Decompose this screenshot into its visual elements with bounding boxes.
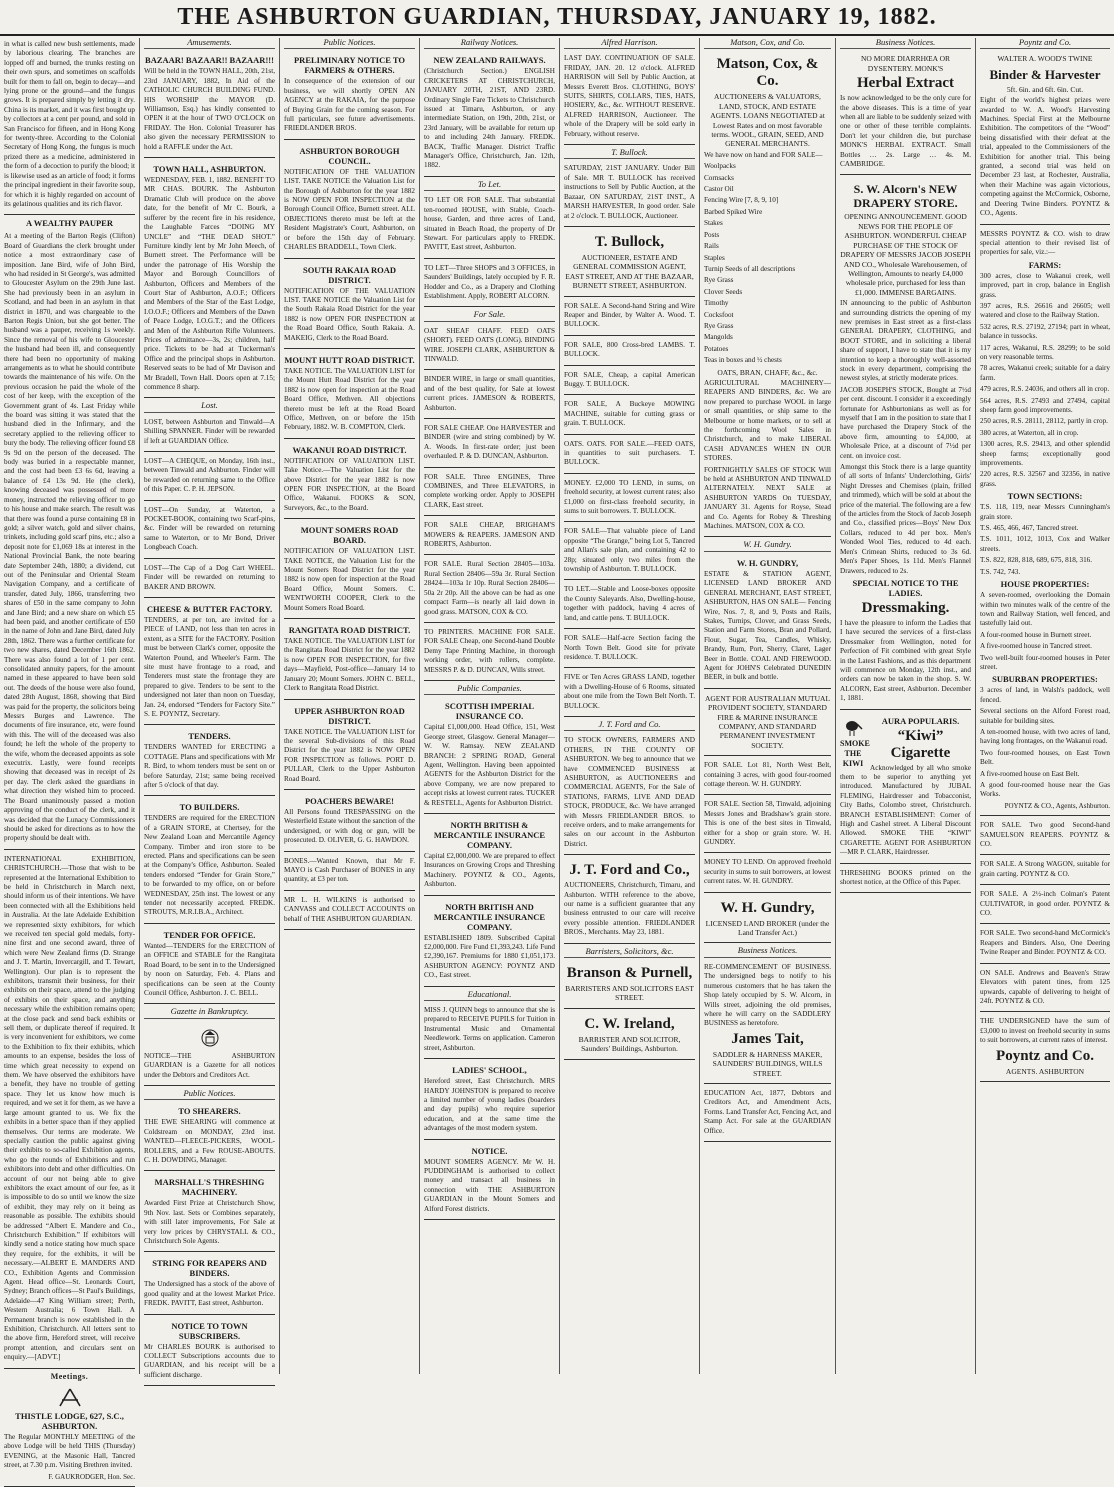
ad-thistle-lodge xyxy=(4,1383,135,1487)
ad-wagon: FOR SALE. A Strong WAGON, suitable for grain carting. POYNTZ & CO. xyxy=(980,858,1110,885)
kiwi-vertical-text xyxy=(840,715,870,769)
ad-gundry: W. H. GUNDRY, ESTATE & STATION AGENT, LICENSED LAND BROKER AND GENERAL MERCHANT, EAST STREET, ASHBURTON, HAS ON SALE— Fencing Wire, Nos. 7, 8, and 9, Posts and Rails, Stakes, Turnips, Clover, and Grass Seeds, Station and Farm Stores, Bran and Pollard, Flour, Sugar, Tea, Candles, Whisky, Brandy, Rum, Port, Sherry, Claret, Lager Beer in Bottle. COAL AND FIREWOOD. Agent for JOHN'S Celebrated DUNEDIN BEER, in bulk and bottle. xyxy=(704,555,831,689)
section-heading: To Let. xyxy=(424,180,555,191)
ad-subscribers: NOTICE TO TOWN SUBSCRIBERS. Mr CHARLES BOURK is authorised to COLLECT Subscriptions accounts due to GUARDIAN, and his receipt will be a sufficient discharge. xyxy=(144,1318,275,1387)
ad-amp-society: AGENT FOR AUSTRALIAN MUTUAL PROVIDENT SOCIETY, STANDARD FIRE & MARINE INSURANCE COMPANY, AND STANDARD PERMANENT INVESTMENT SOCIETY. xyxy=(704,692,831,756)
house-list xyxy=(980,591,1110,672)
ad-grass-land: FIVE or Ten Acres GRASS LAND, together with a Dwelling-House of 6 Rooms, situated about one mile from the Town Belt North. T. BULLOCK. xyxy=(564,671,695,717)
article-title: A WEALTHY PAUPER xyxy=(26,218,113,229)
ad-matson-cox: Matson, Cox, & Co. AUCTIONEERS & VALUATORS, LAND, STOCK, AND ESTATE AGENTS. LOANS NEGOTIATED at Lowest Rates and on most favorable terms. WOOL, GRAIN, SEED, AND GENERAL MERCHANTS. We have now on hand and FOR SALE— Woolpacks Cornsacks Castor Oil Fencing Wire [7, 8, 9, 10] Barbed Spiked Wire Stakes Posts Rails Staples Turnip Seeds of all descriptions Rye Grass Clover Seeds Timothy Cocksfoot Rye Grass Mangolds Potatoes Teas in boxes and ½ chests OATS, BRAN, CHAFF, &c., &c. AGRICULTURAL MACHINERY—REAPERS AND BINDERS, &c. We are now prepared to purchase WOOL in large or small quantities, or ship same to the Melbourne or home markets, or to sell at the forthcoming Wool Sales in Christchurch, and to make LIBERAL CASH ADVANCES WHEN IN OUR STORES. FORTNIGHTLY SALES OF STOCK Will be held at ASHBURTON AND TINWALD ALTERNATELY. NEXT SALE at ASHBURTON YARDS On TUESDAY, JANUARY 31. Agents for Royse, Stead and Co. Agents for Robey & Threshing Machines. MATSON, COX & CO. xyxy=(704,52,831,537)
section-heading: T. Bullock. xyxy=(564,148,695,159)
masonic-square-compass-icon xyxy=(4,1388,135,1408)
ad-threshing-books: THRESHING BOOKS printed on the shortest notice, at the Office of this Paper. xyxy=(840,867,971,894)
ad-cheese-factory: CHEESE & BUTTER FACTORY. TENDERS, at per ton, are invited for a PIECE of LAND, not less than ten acres in extent, as a SITE for the FACTORY. Position must be between Clark's corner, opposite the Waterton Pound, and Wheeler's Farm. The site must have frontage to a road, and Tenderers must state the frontage they are prepared to give. Tenders to be sent to the undersigned not later than noon on Tuesday, Jan. 24, endorsed “Tenders for Factory Site.” S. E. POYNTZ, Secretary. xyxy=(144,601,275,725)
columns xyxy=(0,37,1114,1481)
ad-preliminary-notice: PRELIMINARY NOTICE TO FARMERS & OTHERS. In consequence of the extension of our business, we will shortly OPEN AN AGENCY at the RAKAIA, for the purpose of Buying Grain for the coming season. For full particulars, see future advertisements. FRIEDLANDER BROS. xyxy=(284,52,415,139)
column-heading: Business Notices. xyxy=(840,38,971,49)
ad-invest: THE UNDERSIGNED have the sum of £3,000 to invest on freehold security in sums to suit borrowers, at current rates of interest. Poyntz and Co. AGENTS. ASHBURTON xyxy=(980,1015,1110,1082)
list-item: Castor Oil xyxy=(704,185,734,194)
list-item: Rye Grass xyxy=(704,321,734,330)
ad-branson-purnell: Branson & Purnell, BARRISTERS AND SOLICITORS EAST STREET. xyxy=(564,961,695,1009)
ad-to-let-shops: TO LET—Three SHOPS and 3 OFFICES, in Saunders' Buildings, lately occupied by F. R. Hodder and Co., as a Drapery and Clothing Establishment. Apply, ROBERT ALCORN. xyxy=(424,262,555,308)
column-8 xyxy=(976,38,1114,1374)
article-wealthy-pauper: At a meeting of the Barton Regis (Clifton) Board of Guardians the clerk brought under notice a most extraordinary case of imposition. Jane Bird, wife of John Bird, who had resided in St George's, was admitted to Gloucester Asylum on the 29th June last. She had previously been in an asylum in Scotland, and had been in an asylum in that district in 1870, and was chargeable to the Barton Regis Union, but she got better. The husband was a pauper, receiving 1s weekly. Since the removal of his wife to Gloucester the husband had been ill, and consequently there had been no opportunity of making arrangements as to what he should contribute towards the maintenance of his wife. On the previous occasion he paid the whole of the cost of her keep, with the exception of the Government grant of 4s. Last Friday while the board was sitting it was stated that the husband died in the Infirmary, and the secretary applied to the relieving officer to bury the body. The relieving officer found £8 9s 9d on the person of the deceased. The body was buried in a respectable manner, and the cost had been £3 6s 6d, leaving a balance of £4 13s 9d. He (the clerk), knowing deceased was possessed of more money, instructed the relieving officer to go to his house and make search. The result was that there was found a purse containing £8 in gold; a silver watch, gold and silver chains, trinkets, including gold scarf pins, etc.; also a deposit note for £1,069 18s at interest in the National Provincial Bank, the note bearing date September 24th, 1880; a dividend, cut out of the Peninsular and Oriental Steam Navigation Company, and a certificate of transfer, dated July, 1866, transferring two shares of £50 in the same company to John and Jane Bird; and a new share on which £5 had been paid, and another certificate of £50 in the name of John and Jane Bird, dated July 28th, 1862. There was a further certificate for two new shares, dated December 16th 1862. There was also found a lot of 1 per cent. consolidated annuity papers, for the amount named in these appeared to have been sold out. The deeds of the house were also found, dated 28th August, 1868, showing that Bird was paid for the property, the solicitors being Messrs Burges and Lawrence. The documents of fire insurance, etc, were found with this. The will of the deceased was also found; he left the whole of the property to the wife, whom the deceased appoints as sole executrix. Lastly, were found receipts showing that deceased was in receipt of 2s per day. The clerk asked the guardians in what direction they wished him to proceed. The Board unanimously passed a motion approving of the conduct of the clerk, and it was decided that the Lunacy Commissioners should be asked for directions as to how the property should be dealt with. xyxy=(4,230,135,849)
ad-gundry-broker: W. H. Gundry, LICENSED LAND BROKER (under the Land Transfer Act.) xyxy=(704,896,831,944)
ad-tenders: TENDERS. TENDERS WANTED for ERECTING a COTTAGE. Plans and specifications with Mr R. Bird, to whom tenders must be sent on or before Saturday, 21st; same being received after 5 o'clock of that day. xyxy=(144,728,275,796)
column-5 xyxy=(560,38,700,1374)
list-item: Potatoes xyxy=(704,344,729,353)
list-item: A four-roomed house in Burnett street. xyxy=(980,630,1092,639)
stock-list xyxy=(704,162,831,365)
list-item: 300 acres, close to Wakanui creek, well improved, part in crop, balance in English grass. xyxy=(980,271,1110,299)
ad-wood-binder: WALTER A. WOOD'S TWINE Binder & Harvester 5ft. 6in. and 6ft. 6in. Cut. Eight of the world's highest prizes were awarded to W. A. Wood's Harvesting Machines. Special First at the Melbourne Exhibition. The competitors of the “Wood” being dissatisfied with their defeat at the trial, appealed to the Commissioners of the Exhibition for another trial. This being granted, a second trial was held on December 23 last, at Rochester, Australia, when their Machine was again victorious, competing against the McCormick, Osborne, and Deering Twine Binders. POYNTZ & CO., Agents. xyxy=(980,52,1110,224)
ad-south-rakaia: SOUTH RAKAIA ROAD DISTRICT. NOTIFICATION OF THE VALUATION LIST. TAKE NOTICE the Valuation List for the South Rakaia Road District for the year 1882 is now OPEN FOR INSPECTION at the Road Board Office, South Rakaia. A. MAKEIG, Clerk to the Road Board. xyxy=(284,262,415,349)
ad-printers: TO PRINTERS. MACHINE FOR SALE. FOR SALE Cheap, one Second-hand Double Demy Tape Printing Machine, in thorough working order, with rollers, complete. MESSRS P. & D. DUNCAN, Wills street. xyxy=(424,626,555,681)
list-item: Timothy xyxy=(704,299,729,308)
list-item: 397 acres, R.S. 26616 and 26605; well watered and close to the Railway Station. xyxy=(980,301,1110,320)
list-item: Fencing Wire [7, 8, 9, 10] xyxy=(704,196,779,205)
column-2 xyxy=(140,37,280,1379)
ad-scottish-imperial: SCOTTISH IMPERIAL INSURANCE CO. Capital £1,000,000. Head Office, 151, West George street, Glasgow. General Manager—W. W. Ramsay. NEW ZEALAND BRANCH: 2 SPRING ROAD, General Agent, Wellington. Having been appointed AGENTS for the Ashburton District for the above Company, we are now prepared to accept risks at lowest current rates. TUCKER & RESTELL, Agents for Ashburton District. xyxy=(424,698,555,814)
ad-upper-ashburton: UPPER ASHBURTON ROAD DISTRICT. TAKE NOTICE. The VALUATION LIST for the several Sub-divisions of this Road District for the year 1882 is NOW OPEN FOR INSPECTION as follows. PORT D. PULLAR, Clerk to the Upper Ashburton Road Board. xyxy=(284,703,415,790)
ad-ladies-school: LADIES' SCHOOL, Hereford street, East Christchurch. MRS HARDY JOHNSTON is prepared to receive a limited number of young ladies (boarders and day pupils) who require superior education, and at the same time the advantages of the most modern system. xyxy=(424,1062,555,1139)
list-item: Two four-roomed houses, on East Town Belt. xyxy=(980,748,1110,767)
article-exhibition: INTERNATIONAL EXHIBITION, CHRISTCHURCH.—Those that wish to be represented at the International Exhibition to be held in Christchurch in March next, should inform us of their intentions. We have been connected with all the Exhibitions held in Australia. At the late Adelaide Exhibition we represented sixty exhibitors, for which we received ten special gold medals, forty-nine first and one second award, three of which were New Zealand firms (D. Strange and J. T. Martin, Invercargill, and T. Tewart, Wellington). Our plan is to represent the exhibitors, transmit their business, for their exhibits on their space, attend to the judging of exhibits on their space, and anything necessary while the exhibition remains open; at the close pack and send back exhibits or sell them, or duplicate thereof if required. It is very inconvenient for exhibitors, we come to the Exhibition to fix their exhibits, which amounts to an expense, besides the loss of time which great necessity to expend on them. We have observed the exhibitors have a benefit, they have no trouble of getting space. They let us know how much is required, and we set it for them, as we have a large amount granted to us. We fix the exhibits in a better space than if they applied themselves. Our terms are moderate. We specially caution the public against giving their exhibits to so-called Exhibition agents, who go the rounds of Exhibitions and run exhibitors into debt and other difficulties. On account of our not being able to give exhibitors the exact amount of our fee, as it is impossible to do so until we know the size of exhibit, they may rely on it being as reasonable as possible. The exhibits should be addressed “Albert E. Mandere and Co., Christchurch Exhibition.” If exhibitors will kindly send a notice stating how much space they require, for the exhibits, it will be necessary.—ALBERT E. MANDERS AND CO., Exhibition Agents and Commission Agent. Head office—St. Leonards Court, Sydney; Branch offices—St Paul's Buildings, Adelaide—47 King William street; Perth, Western Australia; 6 Town Hall. A Permanent branch is now established in the Exhibition, Christchurch. All letters sent to the above firm, Hereford street, will receive prompt attention, and circulars sent on enquiry.—[ADVT.] xyxy=(4,853,135,1369)
ad-education-act: EDUCATION Act, 1877, Debtors and Creditors Act, and Amendment Acts, Forms. Land Transfer Act, Fencing Act, and Stamp Act. For sale at the GUARDIAN Office. xyxy=(704,1087,831,1142)
list-item: Clover Seeds xyxy=(704,287,743,296)
ad-reaper-binder: FOR SALE. A Second-hand String and Wire Reaper and Binder, by Walter A. Wood. T. BULLOCK. xyxy=(564,300,695,336)
section-heading: Public Companies. xyxy=(424,684,555,695)
column-heading: Public Notices. xyxy=(284,38,415,49)
section-heading: Barristers, Solicitors, &c. xyxy=(564,947,695,958)
ad-binder-wire: BINDER WIRE, in large or small quantities, and of the best quality, for Sale at lowest current prices. JAMESON & ROBERTS, Ashburton. xyxy=(424,373,555,419)
kiwi-bird-icon xyxy=(844,715,862,737)
list-item: A good four-roomed house near the Gas Works. xyxy=(980,781,1110,799)
list-item: 117 acres, Wakanui, R.S. 28299; to be sold on very reasonable terms. xyxy=(980,343,1110,361)
ad-brigham: FOR SALE CHEAP, BRIGHAM'S MOWERS & REAPERS. JAMESON AND ROBERTS, Ashburton. xyxy=(424,519,555,555)
ad-harrison-sale: LAST DAY. CONTINUATION OF SALE. FRIDAY, JAN. 20. 12 o'clock. ALFRED HARRISON will Sell by Public Auction, at Messrs Everett Bros. CLOTHING, BOYS' SUITS, SHIRTS, COLLARS, TIES, HATS, HOSIERY, &c., &c. WITHOUT RESERVE. ALFRED HARRISON, Auctioneer. The whole of the Drapery will be sold early in February, without reserve. xyxy=(564,52,695,145)
ad-stock-owners: TO STOCK OWNERS, FARMERS AND OTHERS, IN THE COUNTY OF ASHBURTON. We beg to announce that we have COMMENCED BUSINESS at ASHBURTON, as AUCTIONEERS and COMMERCIAL AGENTS, For the Sale of STATIONS, FARMS, LIVE AND DEAD STOCK, PRODUCE, &c. We have arranged with Messrs FRIEDLANDER BROS. to receive orders, and to make arrangements for sales on our account in the Ashburton District. xyxy=(564,734,695,855)
ad-string: STRING FOR REAPERS AND BINDERS. The Undersigned has a stock of the above of good quality and at the lowest Market Price. FREDK. PAVITT, East street, Ashburton. xyxy=(144,1255,275,1314)
ad-mccormick: FOR SALE. Two second-hand McCormick's Reapers and Binders. Also, One Deering Twine Reaper and Binder. POYNTZ & CO. xyxy=(980,927,1110,963)
list-item: 1300 acres, R.S. 29413, and other splendid sheep farms; exceptionally good improvements. xyxy=(980,440,1110,468)
ad-gazette: NOTICE—THE ASHBURTON GUARDIAN is a Gazette for all notices under the Debtors and Creditors Act. xyxy=(144,1022,275,1086)
ad-bones: BONES.—Wanted Known, that Mr F. MAYO is Cash Purchaser of BONES in any quantity, at £3 per ton. xyxy=(284,855,415,891)
ad-shearers: TO SHEARERS. THE EWE SHEARING will commence at Coldstream on MONDAY, 23rd inst. WANTED—FLEECE-PICKERS, WOOL-ROLLERS, and a Few ROUSE-ABOUTS. C. H. DOWDING, Manager. xyxy=(144,1103,275,1171)
ad-rangitata: RANGITATA ROAD DISTRICT. TAKE NOTICE. The VALUATION LIST for the Rangitata Road District for the year 1882 is now OPEN FOR INSPECTION, for five days—Mayfield, Post-office—January 14 to January 20; Mount Somers. JOHN C. BELL, Clerk to Rangitata Road District. xyxy=(284,622,415,699)
newspaper-title: THE ASHBURTON GUARDIAN, THURSDAY, JANUARY 19, 1882. xyxy=(177,3,937,30)
list-item: Turnip Seeds of all descriptions xyxy=(704,264,796,273)
ad-elevators: ON SALE. Andrews and Beaven's Straw Elevators with patent tines, from 125 upwards, capable of delivering to height of 24ft. POYNTZ & CO. xyxy=(980,967,1110,1013)
list-item: 220 acres, R.S. 32567 and 32356, in native grass. xyxy=(980,470,1110,488)
ad-ireland: C. W. Ireland, BARRISTER AND SOLICITOR, Saunders' Buildings, Ashburton. xyxy=(564,1012,695,1060)
ad-mount-somers: MOUNT SOMERS ROAD BOARD. NOTIFICATION OF VALUATION LIST. TAKE NOTICE, the Valuation List for the Mount Somers Road District for the year 1882 is now open for inspection at the Road Board Office, Mount Somers. C. WENTWORTH COOPER, Clerk to the Mount Somers Road Board. xyxy=(284,522,415,619)
list-item: Woolpacks xyxy=(704,162,736,171)
masthead xyxy=(0,0,1114,36)
ad-harvester: FOR SALE CHEAP. One HARVESTER and BINDER (wire and string combined) by W. A. Woods. In first-rate order; just been overhauled. P. & D. DUNCAN, Ashburton. xyxy=(424,422,555,468)
ad-town-hall: TOWN HALL, ASHBURTON. WEDNESDAY, FEB. 1, 1882. BENEFIT TO MR CHAS. BOURK. The Ashburton Dramatic Club will produce on the above date, for the benefit of Mr C. Bourk, a sufferer by the recent fire in his residence, the Laughable Farces “DOING MY UNCLE” and “THE DEAD SHOT.” Furniture kindly lent by Mr John Meech, of Burnett street. The Performance will be under the patronage of His Worship the Mayor and Borough Councillors of Ashburton, Officers and Members of the Court Star of Ashburton, A.O.F.; Officers and Members of the Star of the East Lodge, I.O.O.F.; Officers and Members of the Dawn of Peace Lodge, I.O.G.T.; and the Officers and Men of the Ashburton Rifle Volunteers. Prices of admittance—3s, 2s; children, half price. Tickets to be had at Tuckerman's Office and the principal shops in Ashburton. Reserved seats to be had of Mr Davison and Mr Bradell, Town Hall. Doors open at 7.15; commence 8 sharp. xyxy=(144,161,275,398)
section-heading: Public Notices. xyxy=(144,1089,275,1100)
list-item: 532 acres, R.S. 27192, 27194; part in wheat, balance in tussocks. xyxy=(980,322,1110,341)
ad-north-british-1: NORTH BRITISH & MERCANTILE INSURANCE COMPANY. Capital £2,000,000. We are prepared to effect Insurances on Growing Crops and Threshing Machinery. POYNTZ & CO., Agents, Ashburton. xyxy=(424,817,555,896)
ad-engines: FOR SALE. Three ENGINES, Three COMBINES, and Three ELEVATORS, in complete working order. Apply to JOSEPH CLARK, East street. xyxy=(424,471,555,517)
list-item: 250 acres, R.S. 28111, 28112, partly in crop. xyxy=(980,417,1108,426)
ad-section-58: FOR SALE. Section 58, Tinwald, adjoining Messrs Jones and Bradshaw's grain store. This is one of the best sites in Tinwald, either for a shop or grain store. W. H. GUNDRY. xyxy=(704,798,831,853)
ad-to-let-house: TO LET OR FOR SALE. That substantial ten-roomed HOUSE, with Stable, Coach-house, Garden, and three acres of Land, situated in Beach Road, the property of Dr Stewart. For particulars apply to FREDK. PAVITT, East street, Ashburton. xyxy=(424,194,555,258)
list-item: Two well-built four-roomed houses in Peter street. xyxy=(980,653,1110,671)
list-item: 3 acres of land, in Walsh's paddock, well fenced. xyxy=(980,686,1110,704)
list-item: 564 acres, R.S. 27493 and 27494, capital sheep farm good improvements. xyxy=(980,396,1110,414)
column-heading: Alfred Harrison. xyxy=(564,38,695,49)
farms-list xyxy=(980,272,1110,490)
ad-samuelson: FOR SALE. Two good Second-hand SAMUELSON REAPERS. POYNTZ & CO. xyxy=(980,819,1110,855)
ad-lost-pocketbook: LOST—On Sunday, at Waterton, a POCKET-BOOK, containing two Scarf-pins, &c. Finder will be rewarded on returning same to Waterton, or to Mr Bond, Driver Longbeach Coach. xyxy=(144,504,275,559)
list-item: 78 acres, Wakanui creek; suitable for a dairy farm. xyxy=(980,364,1110,382)
section-heading: Lost. xyxy=(144,401,275,412)
ad-signature: F. GAUKRODGER, Hon. Sec. xyxy=(48,1472,135,1481)
list-item: Rye Grass xyxy=(704,276,734,285)
ad-stable-to-let: TO LET.—Stable and Loose-boxes opposite the County Saleyards. Also, Dwelling-house, together with paddock, having 4 acres of land, and cattle pens. T. BULLOCK. xyxy=(564,583,695,629)
list-item: 479 acres, R.S. 24036, and others all in crop. xyxy=(980,385,1110,394)
column-6 xyxy=(700,38,836,1374)
ad-lost-spanner: LOST, between Ashburton and Tinwald—A Shilling SPANNER. Finder will be rewarded if left at GUARDIAN Office. xyxy=(144,416,275,452)
vertical-word: SMOKE xyxy=(840,738,870,748)
ad-title: THISTLE LODGE, 627, S.C., ASHBURTON. xyxy=(15,1411,124,1432)
ad-herbal-extract: NO MORE DIARRHŒA OR DYSENTERY. MONK'S Herbal Extract Is now acknowledged to be the only cure for the above diseases. This is a time of year when all are liable to be suddenly seized with one or other of these terrible complaints. Don't let your children die, but purchase MONK'S HERBAL EXTRACT. Small Bottles … 2s. Large … 4s. M. CAMBRIDGE. xyxy=(840,52,971,175)
town-list xyxy=(980,503,1110,577)
ad-marsh-harvester: SATURDAY, 21ST JANUARY. Under Bill of Sale. MR T. BULLOCK has received instructions to Sell by Public Auction, at the Bazaar, ON SATURDAY, 21ST INST., A MARSH HARVESTER, In good order. Sale at 2 o'clock. T. BULLOCK, Auctioneer. xyxy=(564,162,695,226)
ad-borough-council: ASHBURTON BOROUGH COUNCIL. NOTIFICATION OF THE VALUATION LIST. TAKE NOTICE the Valuation List for the Borough of Ashburton for the year 1882 is NOW OPEN FOR INSPECTION at the Borough Council Office, Burnett street. ALL OBJECTIONS thereto must be left at the Resident Magistrate's Court, Ashburton, on or before the 15th day of February. CHARLES BRADDELL, Town Clerk. xyxy=(284,143,415,259)
ad-lambs: FOR SALE, 800 Cross-bred LAMBS. T. BULLOCK. xyxy=(564,339,695,366)
ad-marshall: MARSHALL'S THRESHING MACHINERY. Awarded First Prize at Christchurch Show, 9th Nov. last. Sets or Combines separately, with still later improvements, For Sale at very low prices by CHRYSTALL & CO., Christchurch Sole Agents. xyxy=(144,1174,275,1252)
section-heading: W. H. Gundry. xyxy=(704,540,831,551)
royal-crest-icon xyxy=(144,1027,275,1049)
ad-body: The Regular MONTHLY MEETING of the above Lodge will be held THIS (Thursday) EVENING, at the Masonic Hall, Tancred street, at 7.30 p.m. Visiting Brethren invited. xyxy=(4,1433,135,1470)
ad-recommencement: RE-COMMENCEMENT OF BUSINESS. The undersigned begs to notify to his numerous customers that he has taken the Shop lately occupied by S. W. Alcorn, in Wills street, adjoining the old premises, where he will carry on the SADDLERY BUSINESS as heretofore. James Tait, SADDLER & HARNESS MAKER, SAUNDERS' BUILDINGS, WILLS STREET. xyxy=(704,961,831,1084)
article-fungus: in what is called new bush settlements, made by laborious clearing. The branches are lopped off and burned, the trunks resting on their own spurs, and sometimes on scaffolds built for them to fall on, begin to decay—and lying prone or the ground—and the fungus grows. It is prepared simply by letting it dry. China is its market, and it was first bought up by collectors at a cent per pound, and sold in San Francisco for fifteen, and in Hong Kong for twenty-three. According to the Colonial Secretary of Hong Kong, the fungus is much prized there as a medicine, administered in the form of a decoction to purify the blood; it is likewise used as an article of food; it forms the principal ingredient in their favorite soup, for which it is highly regarded on account of its gelatinous qualities and its rich flavor. xyxy=(4,38,135,215)
ad-oat-sheaf: OAT SHEAF CHAFF. FEED OATS (SHORT). FEED OATS (LONG). BINDING WIRE. JOSEPH CLARK, ASHBURTON & TINWALD. xyxy=(424,325,555,371)
list-item: A five-roomed house in Tancred street. xyxy=(980,642,1092,651)
column-7 xyxy=(836,38,976,1374)
column-heading: Poyntz and Co. xyxy=(980,38,1110,49)
column-4 xyxy=(420,38,560,1374)
column-3 xyxy=(280,38,420,1374)
ad-mowing-machine: FOR SALE, A Buckeye MOWING MACHINE, suitable for cutting grass or grain. T. BULLOCK. xyxy=(564,398,695,434)
ad-bazaar: BAZAAR! BAZAAR!! BAZAAR!!! Will be held in the TOWN HALL, 20th, 21st, 23rd JANUARY, 1882, In Aid of the CATHOLIC CHURCH BUILDING FUND. HIS WORSHIP the MAYOR (D. Williamson, Esq.) has kindly consented to OPEN it at the hour of TWO O'CLOCK on FRIDAY. The Hon. Colonial Treasurer has also given the necessary PERMISSION to hold a RAFFLE under the Act. xyxy=(144,52,275,158)
vertical-word: THE xyxy=(844,748,862,758)
list-item: T.S. 1011, 1012, 1013, Cox and Walker streets. xyxy=(980,535,1110,553)
list-item: Stakes xyxy=(704,219,723,228)
column-heading: Amusements. xyxy=(144,38,275,49)
ad-lost-cheque: LOST—A CHEQUE, on Monday, 16th inst., between Tinwald and Ashburton. Finder will be rewarded on returning same to the Office of this Paper. C. P. H. JEPSON. xyxy=(144,455,275,501)
suburban-list xyxy=(980,686,1110,799)
list-item: A seven-roomed, overlooking the Domain within two minutes walk of the centre of the town and Railway Station, well fenced, and tastefully laid out. xyxy=(980,591,1110,628)
list-item: T.S. 742, 743. xyxy=(980,567,1021,576)
section-heading: For Sale. xyxy=(424,310,555,321)
list-item: Barbed Spiked Wire xyxy=(704,207,763,216)
column-1 xyxy=(0,38,140,1481)
list-item: T.S. 822, 828, 818, 689, 675, 818, 316. xyxy=(980,556,1093,565)
ad-ford-card: J. T. Ford and Co., AUCTIONEERS, Christchurch, Timaru, and Ashburton. WITH reference to the above, our name is a sufficient guarantee that any business entrusted to our care will receive every possible attention. FRIEDLANDER BROS., Merchants. May 23, 1881. xyxy=(564,858,695,943)
section-heading: Educational. xyxy=(424,990,555,1001)
section-heading: Meetings. xyxy=(50,1371,89,1381)
ad-mount-somers-agency: NOTICE. MOUNT SOMERS AGENCY. Mr W. H. PUDDINGHAM is authorised to collect money and transact all business in connection with THE ASHBURTON GUARDIAN in the Mount Somers and Alford Forest districts. xyxy=(424,1143,555,1220)
ad-money: MONEY. £2,000 TO LEND, in sums, on freehold security, at lowest current rates; also £1,000 on first-class freehold security, in sums to suit borrowers. T. BULLOCK. xyxy=(564,477,695,523)
ad-alcorn: S. W. Alcorn's NEW DRAPERY STORE. OPENING ANNOUNCEMENT. GOOD NEWS FOR THE PEOPLE OF ASHBURTON. WONDERFUL CHEAP PURCHASE OF THE STOCK OF DRAPERY OF MESSRS JACOB JOSEPH AND CO., Wholesale Warehousemen, of Wellington, Amounts to nearly £4,000 wholesale price, purchased for less than £1,000. IMMENSE BARGAINS. IN announcing to the public of Ashburton and surrounding districts the opening of my new premises in East street as a first-class GENERAL DRAPERY, CLOTHING, and BOOT STORE, and in soliciting a liberal share of support, I have to state that it is my intention to keep a thoroughly well-assorted stock in every department, comprising the newest styles, at strictly moderate prices. JACOB JOSEPH'S STOCK, Bought at 7½d per cent. discount. I consider it a exceedingly fortunate for Ashburtonians as well as for myself that I am in the position to state that I have purchased the Drapery Stock of the above firm, amounting to £4,000, at Wholesale Price, at a discount of 7½d per cent. on invoice cost. Amongst this Stock there is a large quantity of all sorts of Infants' Underclothing, Girls' Night Dresses and Chemises (plain, frilled and trimmed), which will be sold at about the price of the material. The following are a few of the articles from the Stock of Jacob Joseph and Co., classified prices—Boys' New Dox Collars, reduced to 4d per box. Men's Wonded Wool Ties, reduced to 4d each. Men's Crimean Shirts, reduced to 3s 6d. Men's Paper Shoes, 1s 11d. Men's Flannel Drawers, reduced to 2s. SPECIAL NOTICE TO THE LADIES. Dressmaking. I have the pleasure to inform the Ladies that I have secured the services of a first-class Dressmaker from Wellington, noted for Perfection of Fit combined with great Style in the Latest Fashions, and as this department will commence on Monday, 12th inst., and orders can now be taken in the shop. S. W. ALCORN, East street, Ashburton. December 1, 1881. xyxy=(840,178,971,709)
list-item: Posts xyxy=(704,230,720,239)
ad-miss-quinn: MISS J. QUINN begs to announce that she is prepared to RECEIVE PUPILS for Tuition in Instrumental Music and Ornamental Needlework. Terms on application. Cameron street, Ashburton. xyxy=(424,1004,555,1059)
ad-bullock-card: T. Bullock, AUCTIONEER, ESTATE AND GENERAL COMMISSION AGENT, EAST STREET, AND AT THE BAZAAR, BURNETT STREET, ASHBURTON. xyxy=(564,230,695,297)
list-item: 380 acres, at Waterton, all in crop. xyxy=(980,428,1079,437)
ad-half-acre: FOR SALE—Half-acre Section facing the North Town Belt. Good site for private residence. T. BULLOCK. xyxy=(564,632,695,668)
ad-north-british-2: NORTH BRITISH AND MERCANTILE INSURANCE COMPANY. ESTABLISHED 1809. Subscribed Capital £2,000,000. Fire Fund £1,393,243. Life Fund £2,390,167. Premiums for 1880 £1,051,173. ASHBURTON AGENCY: POYNTZ AND CO., East street. xyxy=(424,899,555,987)
ad-buggy: FOR SALE, Cheap, a capital American Buggy. T. BULLOCK. xyxy=(564,369,695,396)
section-heading: Business Notices. xyxy=(704,946,831,957)
ad-lot-81: FOR SALE. Lot 81, North West Belt, containing 3 acres, with good four-roomed cottage thereon. W. H. GUNDRY. xyxy=(704,759,831,795)
vertical-word: KIWI xyxy=(842,758,864,768)
ad-cultivator: FOR SALE. A 2½-inch Colman's Patent CULTIVATOR, in good order. POYNTZ & CO. xyxy=(980,888,1110,924)
ad-kiwi-cigarette: SMOKE THE KIWI AURA POPULARIS. “Kiwi” Cigarette Acknowledged by all who smoke them to be superior to anything yet introduced. Manufactured by JUBAL FLEMING, Hairdresser and Tobacconist, City Baths, Colombo street, Christchurch. BRANCH ESTABLISHMENT: Corner of High and Cashel street. A Liberal Discount Allowed. SMOKE THE “KIWI” CIGARETTE. AGENT FOR ASHBURTON—MR P. CLARK, Hairdresser. xyxy=(840,713,971,864)
ad-wilkins: MR L. H. WILKINS is authorised to CANVASS and COLLECT ACCOUNTS on behalf of THE ASHBURTON GUARDIAN. xyxy=(284,894,415,930)
ad-railways: NEW ZEALAND RAILWAYS. (Christchurch Section.) ENGLISH CRICKETERS AT CHRISTCHURCH, JANUARY 20TH, 21ST, AND 23RD. Ordinary Single Fare Tickets to Christchurch issued at Timaru, Ashburton, or any intermediate Station, on 19th, 20th, 21st, or 23rd January, will be available for return up to and including 24th January. FREDK. BACK, Traffic Manager. District Traffic Manager's Office, Christchurch, Jan. 12th, 1882. xyxy=(424,52,555,176)
section-heading: J. T. Ford and Co. xyxy=(564,720,695,731)
ad-lost-cap: LOST—The Cap of a Dog Cart WHEEL. Finder will be rewarded on returning to BAKER AND BROWN. xyxy=(144,562,275,598)
ad-oats: OATS. OATS. FOR SALE.—FEED OATS, in quantities to suit purchasers. T. BULLOCK. xyxy=(564,438,695,474)
list-item: Cocksfoot xyxy=(704,310,734,319)
list-item: Rails xyxy=(704,242,719,251)
column-heading: Railway Notices. xyxy=(424,38,555,49)
section-heading: Gazette in Bankruptcy. xyxy=(144,1007,275,1018)
ad-properties: MESSRS POYNTZ & CO. wish to draw special attention to their revised list of properties for sale, viz.:— FARMS: 300 acres, close to Wakanui creek, well improved, part in crop, balance in English grass. 397 acres, R.S. 26616 and 26605; well watered and close to the Railway Station. 532 acres, R.S. 27192, 27194; part in wheat, balance in tussocks. 117 acres, Wakanui, R.S. 28299; to be sold on very reasonable terms. 78 acres, Wakanui creek; suitable for a dairy farm. 479 acres, R.S. 24036, and others all in crop. 564 acres, R.S. 27493 and 27494, capital sheep farm good improvements. 250 acres, R.S. 28111, 28112, partly in crop. 380 acres, at Waterton, all in crop. 1300 acres, R.S. 29413, and other splendid sheep farms; exceptionally good improvements. 220 acres, R.S. 32567 and 32356, in native grass. TOWN SECTIONS: T.S. 118, 119, near Messrs Cunningham's grain store. T.S. 465, 466, 467, Tancred street. T.S. 1011, 1012, 1013, Cox and Walker streets. T.S. 822, 828, 818, 689, 675, 818, 316. T.S. 742, 743. HOUSE PROPERTIES: A seven-roomed, overlooking the Domain within two minutes walk of the centre of the town and Railway Station, well fenced, and tastefully laid out. A four-roomed house in Burnett street. A five-roomed house in Tancred street. Two well-built four-roomed houses in Peter street. SUBURBAN PROPERTIES: 3 acres of land, in Walsh's paddock, well fenced. Several sections on the Alford Forest road, suitable for building sites. A ten-roomed house, with two acres of land, having long frontages, on the Wakanui road. Two four-roomed houses, on East Town Belt. A five-roomed house on East Belt. A good four-roomed house near the Gas Works. POYNTZ & CO., Agents, Ashburton. xyxy=(980,228,1110,817)
ad-poachers: POACHERS BEWARE! All Persons found TRESPASSING on the Westerfield Estate without the sanction of the undersigned, or with dog or gun, will be prosecuted. D. OLIVER, G. G. HAWDON. xyxy=(284,793,415,852)
list-item: A five-roomed house on East Belt. xyxy=(980,769,1080,778)
list-item: Mangolds xyxy=(704,333,733,342)
list-item: T.S. 118, 119, near Messrs Cunningham's grain store. xyxy=(980,503,1110,521)
list-item: Several sections on the Alford Forest road, suitable for building sites. xyxy=(980,707,1110,725)
column-heading: Matson, Cox, and Co. xyxy=(704,38,831,49)
list-item: A ten-roomed house, with two acres of land, having long frontages, on the Wakanui road. xyxy=(980,727,1110,746)
ad-money-to-lend: MONEY TO LEND. On approved freehold security in sums to suit borrowers, at lowest current rates. W. H. GUNDRY. xyxy=(704,856,831,892)
ad-mount-hutt: MOUNT HUTT ROAD DISTRICT. TAKE NOTICE. The VALUATION LIST for the Mount Hutt Road District for the year 1882 is now open for inspection at the Road Board Office, Methven. All objections thereto must be left at the Road Board Office, Methven, on or before the 15th February, 1882. W. B. COMPTON, Clerk. xyxy=(284,352,415,439)
list-item: Cornsacks xyxy=(704,173,734,182)
list-item: T.S. 465, 466, 467, Tancred street. xyxy=(980,524,1079,533)
ad-rural-sections: FOR SALE. Rural Section 28405—103a. Rural Section 28406—59a 3r. Rural Section 28424—103a 1r 10p. Rural Section 28406—50a 2r 20p. All the above can be had as one compact Farm—is nearly all laid down in good grass. MATSON, COX & CO. xyxy=(424,558,555,622)
list-item: Teas in boxes and ½ chests xyxy=(704,356,782,365)
ad-wakanui: WAKANUI ROAD DISTRICT. NOTIFICATION OF VALUATION LIST. Take Notice.—The Valuation List for the above District for the year 1882 is now OPEN FOR INSPECTION, at the Board Office, Wakanui. FOOKS & SON, Surveyors, &c., to the Board. xyxy=(284,442,415,519)
list-item: Staples xyxy=(704,253,725,262)
ad-tender-office: TENDER FOR OFFICE. Wanted—TENDERS for the ERECTION of an OFFICE and STABLE for the Rangitata Road Board, to be sent in to the Undersigned by noon on Saturday, Feb. 4. Plans and specifications can be seen at the County Council Office, Ashburton. J. C. BELL. xyxy=(144,927,275,1004)
ad-land-grange: FOR SALE—That valuable piece of Land opposite “The Grange,” being Lot 5, Tancred and Allan's sale plan, and containing 42 to 28p; situated only two miles from the township of Ashburton. T. BULLOCK. xyxy=(564,525,695,580)
ad-to-builders: TO BUILDERS. TENDERS are required for the ERECTION of a GRAIN STORE, at Chertsey, for the New Zealand Loan and Mercantile Agency Company. Timber and iron store to be erected. Plans and specifications can be seen at the Company's Office, Ashburton. Sealed tenders endorsed “Tender for Grain Store,” to be forwarded to my office, on or before WEDNESDAY, 25th inst. The lowest or any tender not necessarily accepted. FREDK. STROUTS, M.R.I.B.A., Architect. xyxy=(144,799,275,923)
